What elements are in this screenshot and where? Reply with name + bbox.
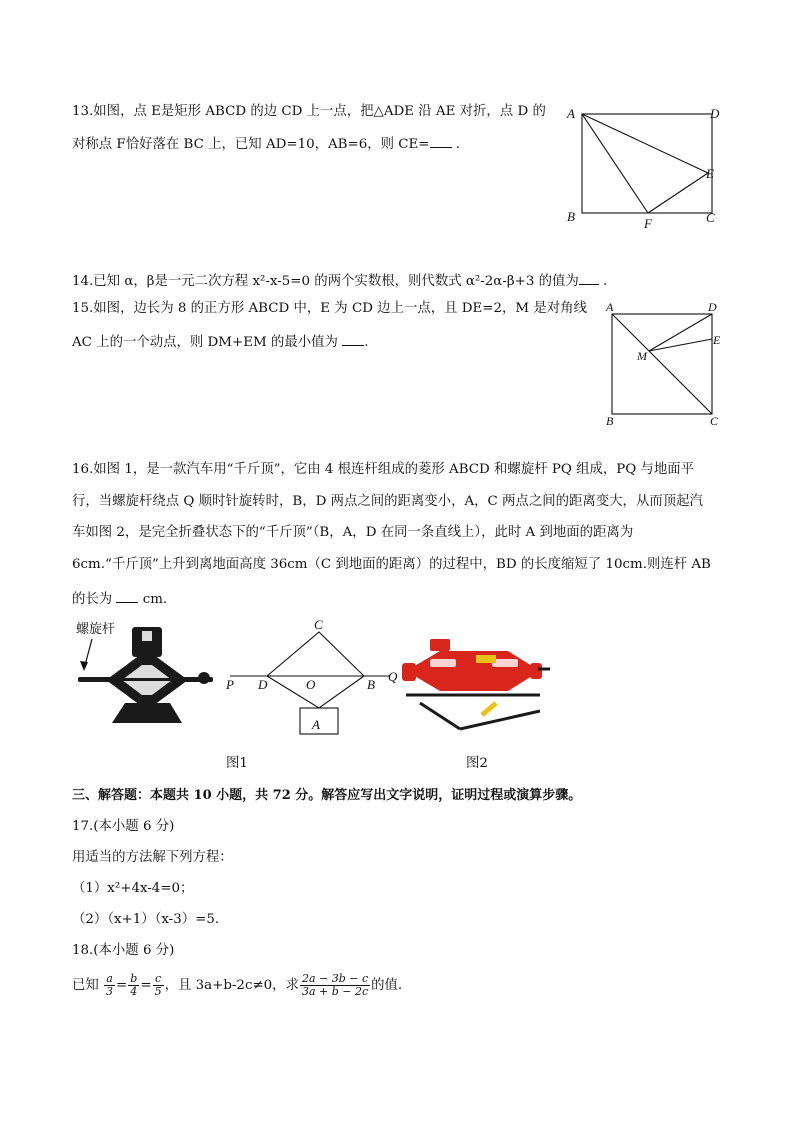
q16-line2: 行，当螺旋杆绕点 Q 顺时针旋转时，B，D 两点之间的距离变小，A，C 两点之间的距离变大，从而顶起汽 — [72, 494, 703, 509]
red-jack-end-right — [530, 663, 542, 679]
figure-1-caption: 图1 — [226, 756, 248, 771]
figure-2-caption: 图2 — [466, 756, 488, 771]
q14-end: . — [598, 274, 608, 289]
jack-handle-lower — [420, 703, 460, 729]
equals-sign: = — [116, 978, 128, 993]
q15-line2-end: . — [364, 335, 369, 350]
q17-item-1: （1）x²+4x-4=0； — [72, 881, 194, 896]
q16-line4: 6cm.“千斤顶”上升到离地面高度 36cm（C 到地面的距离）的过程中，BD 的长度缩短了 10cm.则连杆 AB — [72, 557, 711, 572]
label-b: B — [567, 209, 575, 224]
q16-line5-text: 的长为 — [72, 592, 117, 607]
label-a: A — [606, 300, 614, 314]
label-m: M — [637, 349, 647, 363]
q13-line2-text: 对称点 F恰好落在 BC 上，已知 AD=10，AB=6，则 CE= — [72, 137, 430, 152]
q18-suffix: 的值. — [371, 978, 403, 993]
numerator: c — [153, 973, 164, 986]
numerator: b — [130, 972, 138, 985]
answer-blank-15 — [342, 331, 364, 346]
red-jack-end-left — [402, 663, 416, 681]
q14-text: 14.已知 α，β是一元二次方程 x²-x-5=0 的两个实数根，则代数式 α²-2α-β+3 的值为 — [72, 274, 579, 289]
fraction-a-over-3 — [104, 973, 115, 998]
section-3-heading: 三、解答题：本题共 10 小题，共 72 分。解答应写出文字说明，证明过程或演算步骤。 — [72, 788, 582, 803]
answer-blank-14 — [579, 270, 599, 285]
rhombus-diagram — [222, 615, 402, 740]
q16-line5-end: cm. — [138, 592, 168, 607]
screw-rod-label: 螺旋杆 — [76, 622, 116, 637]
q17-title: 17.(本小题 6 分) — [72, 819, 175, 834]
label-o: O — [306, 677, 316, 692]
red-jack-body — [406, 651, 540, 691]
red-jack-slot-left — [430, 659, 456, 667]
q17-item-2: （2）（x+1）（x-3）=5. — [72, 912, 220, 927]
q18-statement — [72, 968, 402, 1004]
q15-line2-text: AC 上的一个动点，则 DM+EM 的最小值为 — [72, 335, 343, 350]
denominator: 5 — [154, 985, 162, 998]
fraction-b-over-4 — [128, 973, 139, 998]
answer-blank-16 — [116, 588, 138, 603]
segment-ae — [582, 114, 708, 173]
diagonal-ac — [612, 314, 712, 414]
q15-square-diagram — [600, 297, 730, 432]
rhombus-abcd — [267, 632, 364, 708]
q13-line2 — [72, 133, 460, 154]
label-q: Q — [388, 669, 398, 684]
red-jack-label — [476, 655, 496, 663]
segment-fe — [648, 173, 708, 213]
q18-prefix: 已知 — [72, 978, 99, 993]
denominator: 3 — [106, 985, 114, 998]
equals-sign: = — [140, 978, 152, 993]
label-c: C — [314, 617, 323, 632]
q16-line5 — [72, 588, 167, 609]
label-e: E — [706, 166, 714, 181]
saddle-notch — [142, 631, 152, 641]
label-d: D — [708, 300, 717, 314]
label-p: P — [226, 677, 234, 692]
q16-line1: 16.如图 1，是一款汽车用“千斤顶”，它由 4 根连杆组成的菱形 ABCD 和螺旋杆 PQ 组成，PQ 与地面平 — [72, 462, 695, 477]
label-f: F — [644, 216, 652, 231]
label-c: C — [706, 210, 715, 225]
jack-photo-red — [400, 633, 555, 733]
q14-line — [72, 270, 607, 291]
fraction-c-over-5 — [153, 973, 164, 998]
q15-line1: 15.如图，边长为 8 的正方形 ABCD 中，E 为 CD 边上一点，且 DE=2，M 是对角线 — [72, 301, 587, 316]
label-a: A — [312, 717, 320, 732]
denominator: 4 — [130, 985, 138, 998]
jack-base — [112, 703, 182, 723]
label-c: C — [710, 414, 719, 428]
label-d: D — [258, 677, 268, 692]
label-e: E — [713, 333, 721, 347]
jack-photo-black — [70, 615, 220, 730]
denominator: 3a + b − 2c — [301, 985, 369, 998]
fraction-target-expression — [300, 973, 370, 998]
rectangle-abcd — [582, 114, 712, 213]
q13-line2-end: . — [451, 137, 461, 152]
q16-line3: 车如图 2，是完全折叠状态下的“千斤顶”（B，A，D 在同一条直线上），此时 A 到地面的距离为 — [72, 525, 634, 540]
handle-grip — [482, 703, 496, 715]
q13-line1: 13.如图，点 E是矩形 ABCD 的边 CD 上一点，把△ADE 沿 AE 对折，点 D 的 — [72, 104, 546, 119]
red-jack-saddle — [430, 639, 450, 651]
label-a: A — [567, 106, 575, 121]
answer-blank-13 — [430, 133, 452, 148]
numerator: a — [104, 973, 115, 986]
jack-handle — [460, 711, 540, 729]
q15-line2 — [72, 331, 368, 352]
label-b: B — [606, 414, 614, 428]
arrow-head-icon — [80, 661, 88, 671]
label-b: B — [367, 677, 375, 692]
q13-rectangle-diagram — [560, 100, 730, 235]
screw-rod-inner — [78, 678, 213, 681]
numerator: 2a − 3b − c — [301, 972, 369, 985]
label-d: D — [710, 106, 720, 121]
q17-instruction: 用适当的方法解下列方程： — [72, 850, 233, 865]
q18-middle: ，且 3a+b-2c≠0，求 — [164, 978, 299, 993]
q18-title: 18.(本小题 6 分) — [72, 943, 175, 958]
